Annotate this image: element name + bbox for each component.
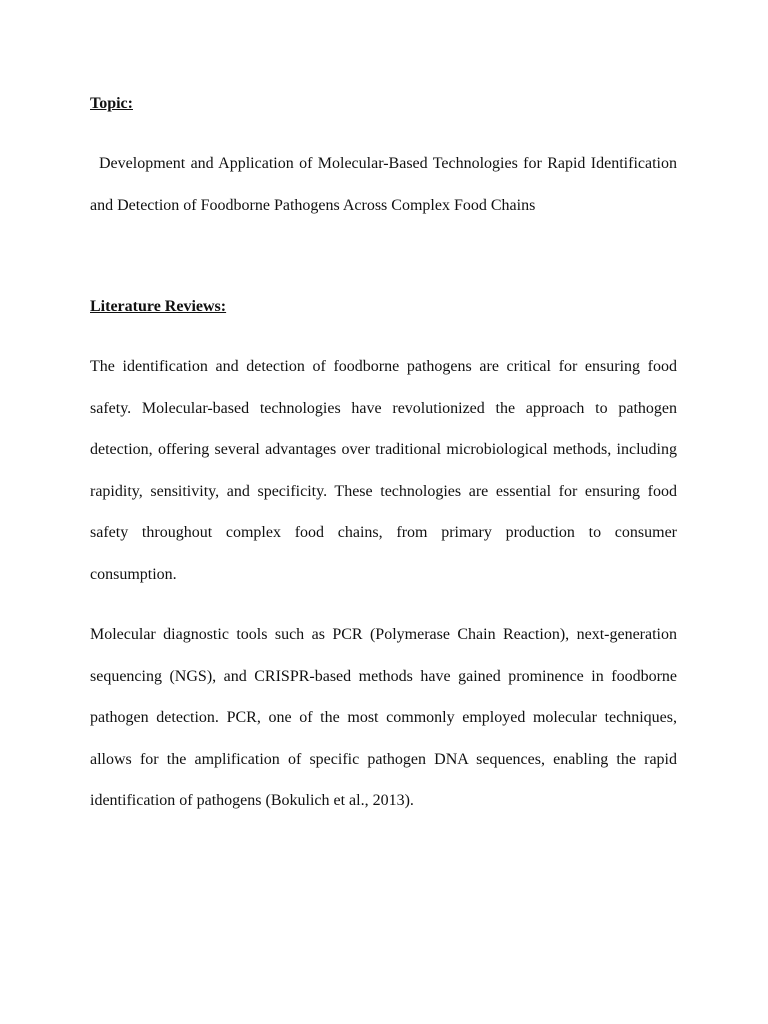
body-paragraph-1: The identification and detection of foodborne pathogens are critical for ensuring food safety. Molecular-based technologies have revolutionized the approach to pathogen detection, offering several advantages over traditional microbiological methods, including rapidity, sensitivity, and specificity. These technologies are essential for ensuring food safety throughout complex food chains, from primary production to consumer consumption. bbox=[90, 358, 677, 583]
topic-text: Development and Application of Molecular-Based Technologies for Rapid Identification and Detection of Foodborne Pathogens Across Complex Food Chains bbox=[90, 155, 677, 214]
topic-heading: Topic: bbox=[90, 95, 133, 112]
body-paragraph-2: Molecular diagnostic tools such as PCR (Polymerase Chain Reaction), next-generation sequencing (NGS), and CRISPR-based methods have gained prominence in foodborne pathogen detection. PCR, one of the most commonly employed molecular techniques, allows for the amplification of specific pathogen DNA sequences, enabling the rapid identification of pathogens (Bokulich et al., 2013). bbox=[90, 626, 677, 810]
literature-reviews-heading: Literature Reviews: bbox=[90, 298, 227, 315]
